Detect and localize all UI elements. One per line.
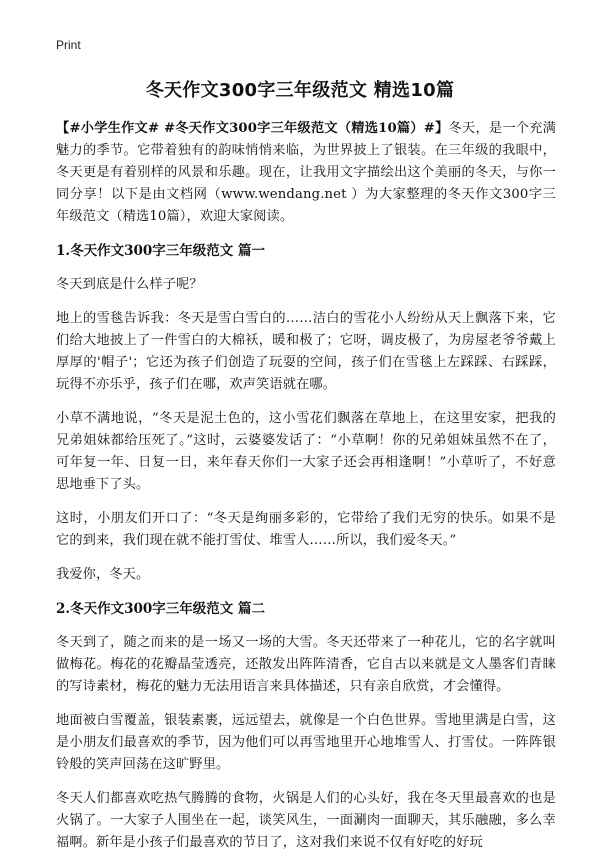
paragraph: 冬天人们都喜欢吃热气腾腾的食物，火锅是人们的心头好，我在冬天里最喜欢的也是火锅了。一大家子人围坐在一起，谈笑风生，一面涮肉一面聊天，其乐融融，多么幸福啊。新年是小孩子们最喜欢的节日了，这对我们来说不仅有好吃的好玩 xyxy=(56,791,556,850)
section-heading: 1.冬天作文300字三年级范文 篇一 xyxy=(56,243,265,259)
intro-paragraph xyxy=(56,118,556,228)
paragraph: 我爱你，冬天。 xyxy=(56,567,150,582)
paragraph: 冬天到底是什么样子呢？ xyxy=(56,277,203,292)
print-link[interactable]: Print xyxy=(56,38,81,52)
section-heading: 2.冬天作文300字三年级范文 篇二 xyxy=(56,601,265,617)
intro-tag: 【#小学生作文# #冬天作文300字三年级范文（精选10篇）#】 xyxy=(56,121,449,136)
paragraph: 小草不满地说，“冬天是泥土色的，这小雪花们飘落在草地上，在这里安家，把我的兄弟姐妹都给压死了。”这时，云婆婆发话了：“小草啊！你的兄弟姐妹虽然不在了，可年复一年、日复一日，来年春天你们一大家子还会再相逢啊！”小草听了，不好意思地垂下了头。 xyxy=(56,411,556,492)
paragraph: 冬天到了，随之而来的是一场又一场的大雪。冬天还带来了一种花儿，它的名字就叫做梅花。梅花的花瓣晶莹透亮，还散发出阵阵清香，它自古以来就是文人墨客们青睐的写诗素材，梅花的魅力无法用语言来具体描述，只有亲自欣赏，才会懂得。 xyxy=(56,635,556,694)
intro-text: 冬天，是一个充满魅力的季节。它带着独有的韵味悄悄来临，为世界披上了银装。在三年级的我眼中，冬天更是有着别样的风景和乐趣。现在，让我用文字描绘出这个美丽的冬天，与你一同分享！以下是由文档网（www.wendang.net ）为大家整理的冬天作文300字三年级范文（精选10篇），欢迎大家阅读。 xyxy=(56,121,557,224)
paragraph: 这时，小朋友们开口了：“冬天是绚丽多彩的，它带给了我们无穷的快乐。如果不是它的到来，我们现在就不能打雪仗、堆雪人……所以，我们爱冬天。” xyxy=(56,511,556,548)
page-title: 冬天作文300字三年级范文 精选10篇 xyxy=(145,80,455,101)
article-body xyxy=(56,118,556,866)
paragraph: 地上的雪毯告诉我：冬天是雪白雪白的……洁白的雪花小人纷纷从天上飘落下来，它们给大地披上了一件雪白的大棉袄，暖和极了；它呀，调皮极了，为房屋老爷爷戴上厚厚的'帽子'；它还为孩子们创造了玩耍的空间，孩子们在雪毯上左踩踩、右踩踩，玩得不亦乐乎，孩子们在哪，欢声笑语就在哪。 xyxy=(56,311,556,392)
paragraph: 地面被白雪覆盖，银装素裹，远远望去，就像是一个白色世界。雪地里满是白雪，这是小朋友们最喜欢的季节，因为他们可以再雪地里开心地堆雪人、打雪仗。一阵阵银铃般的笑声回荡在这旷野里。 xyxy=(56,713,556,772)
